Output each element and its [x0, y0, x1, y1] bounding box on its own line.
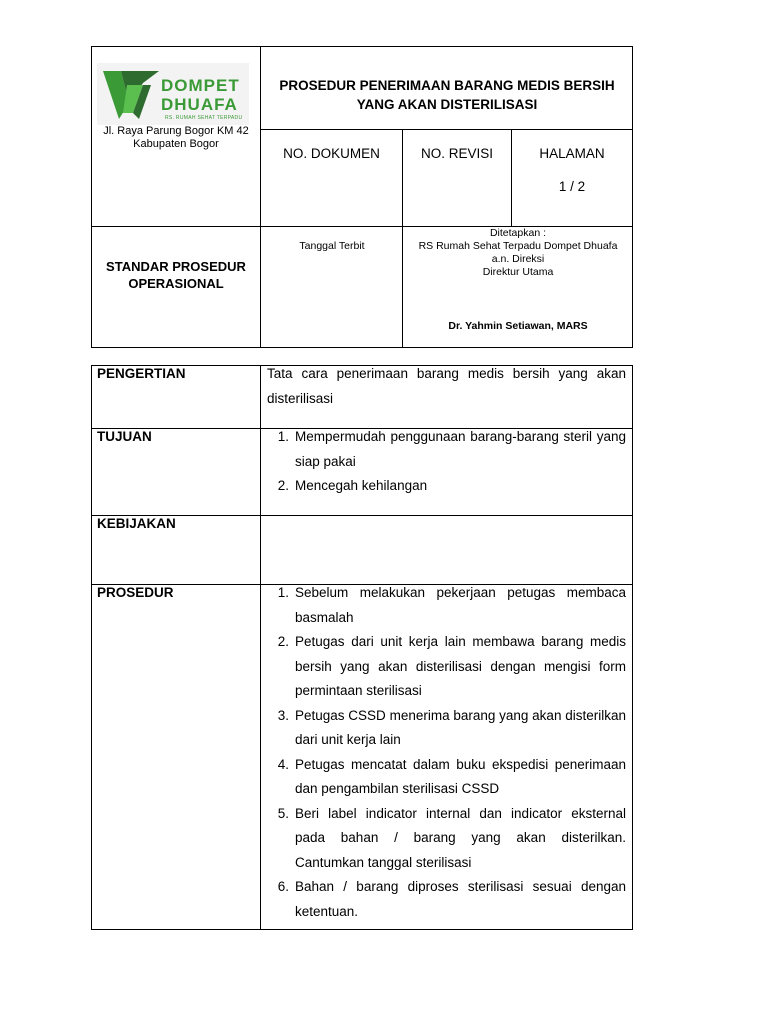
tanggal-terbit-label: Tanggal Terbit: [299, 240, 365, 252]
list-item-text: Bahan / barang diproses sterilisasi sesuai dengan ketentuan.: [295, 879, 626, 919]
logo-brand-line2: DHUAFA: [161, 95, 238, 114]
no-revisi-label: NO. REVISI: [420, 146, 493, 161]
list-item-number: 2.: [277, 634, 289, 649]
title-line-2: YANG AKAN DISTERILISASI: [356, 97, 538, 112]
no-dokumen-label: NO. DOKUMEN: [283, 146, 380, 161]
hospital-address: [92, 125, 260, 151]
logo-tagline: RS. RUMAH SEHAT TERPADU: [165, 115, 243, 121]
ditetapkan-line: Direktur Utama: [482, 266, 554, 278]
list-item-number: 4.: [277, 756, 289, 772]
ditetapkan-line: RS Rumah Sehat Terpadu Dompet Dhuafa: [418, 240, 618, 252]
list-item: [267, 753, 626, 802]
kebijakan-label: KEBIJAKAN: [97, 516, 176, 531]
list-item-text: Beri label indicator internal dan indicator eksternal pada bahan / barang yang akan disterilkan. Cantumkan tanggal sterilisasi: [295, 805, 626, 870]
ditetapkan-line: Ditetapkan :: [489, 227, 547, 239]
sop-line-1: STANDAR PROSEDUR: [106, 259, 246, 274]
list-item-text: Petugas mencatat dalam buku ekspedisi penerimaan dan pengambilan sterilisasi CSSD: [295, 756, 626, 796]
list-item-number: 1.: [277, 585, 289, 600]
sop-title: [92, 258, 260, 292]
tujuan-label: TUJUAN: [97, 429, 152, 444]
ditetapkan-line: a.n. Direksi: [491, 253, 545, 265]
logo-brand-line1: DOMPET: [161, 76, 240, 95]
halaman-label: HALAMAN: [539, 146, 605, 161]
list-item-number: 2.: [277, 478, 289, 493]
document-title: [262, 76, 632, 114]
address-line-2: Kabupaten Bogor: [133, 138, 219, 150]
list-item: [267, 581, 626, 630]
list-item-text: Sebelum melakukan pekerjaan petugas membaca basmalah: [295, 585, 626, 625]
prosedur-list: [267, 581, 626, 924]
list-item: [267, 802, 626, 876]
list-item: [267, 704, 626, 753]
address-line-1: Jl. Raya Parung Bogor KM 42: [103, 125, 249, 137]
pengertian-label: PENGERTIAN: [97, 366, 186, 381]
list-item-text: Petugas CSSD menerima barang yang akan disterilkan dari unit kerja lain: [295, 707, 626, 747]
pengertian-text: Tata cara penerimaan barang medis bersih yang akan disterilisasi: [267, 366, 626, 406]
list-item-text: Mempermudah penggunaan barang-barang steril yang siap pakai: [295, 429, 626, 469]
list-item-text: Mencegah kehilangan: [295, 478, 428, 493]
list-item: [267, 630, 626, 704]
list-item: [267, 474, 626, 499]
sop-line-2: OPERASIONAL: [128, 276, 224, 291]
ditetapkan-block: [404, 227, 632, 279]
list-item-number: 6.: [277, 879, 289, 894]
prosedur-label: PROSEDUR: [97, 585, 174, 600]
list-item-number: 3.: [277, 707, 289, 723]
list-item-text: Petugas dari unit kerja lain membawa barang medis bersih yang akan disterilisasi dengan mengisi form permintaan sterilisasi: [295, 634, 626, 698]
title-line-1: PROSEDUR PENERIMAAN BARANG MEDIS BERSIH: [279, 78, 615, 93]
list-item-number: 1.: [277, 429, 289, 444]
dompet-dhuafa-emblem-icon: [99, 63, 161, 125]
list-item-number: 5.: [277, 805, 289, 821]
signer-name: Dr. Yahmin Setiawan, MARS: [448, 320, 588, 332]
tujuan-list: [267, 425, 626, 499]
halaman-value: 1 / 2: [558, 179, 586, 194]
list-item: [267, 425, 626, 474]
hospital-logo: [97, 63, 249, 125]
list-item: [267, 875, 626, 924]
